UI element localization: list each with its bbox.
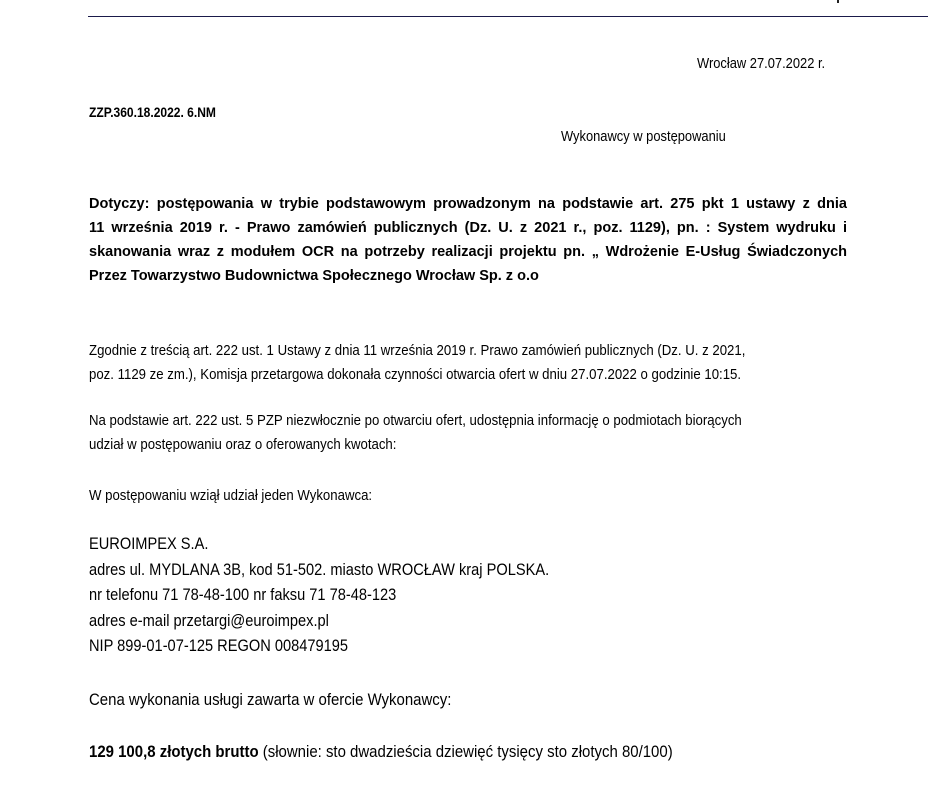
paragraph-line: W postępowaniu wziął udział jeden Wykonawca: (89, 487, 373, 504)
price-amount: 129 100,8 złotych brutto (89, 742, 259, 761)
contractor-name: EUROIMPEX S.A. (89, 534, 209, 553)
subject-block (89, 192, 847, 288)
paragraph-participants (89, 484, 839, 508)
header-text-fragment (837, 0, 839, 3)
price-line (89, 742, 673, 762)
paragraph-line: poz. 1129 ze zm.), Komisja przetargowa dokonała czynności otwarcia ofert w dniu 27.07.2022 o godzinie 10:15. (89, 366, 742, 383)
contractor-details (89, 531, 624, 659)
price-intro: Cena wykonania usługi zawarta w ofercie Wykonawcy: (89, 690, 452, 709)
paragraph-line: Zgodnie z treścią art. 222 ust. 1 Ustawy z dnia 11 września 2019 r. Prawo zamówień publicznych (Dz. U. z 2021, (89, 342, 746, 359)
contractor-address: adres ul. MYDLANA 3B, kod 51-502. miasto WROCŁAW kraj POLSKA. (89, 559, 550, 579)
contractor-email: adres e-mail przetargi@euroimpex.pl (89, 610, 329, 630)
recipient: Wykonawcy w postępowaniu (561, 128, 726, 145)
paragraph-opening (89, 339, 839, 387)
paragraph-disclosure (89, 409, 839, 457)
contractor-ids: NIP 899-01-07-125 REGON 008479195 (89, 636, 349, 655)
subject-line: skanowania wraz z modułem OCR na potrzeby realizacji projektu pn. „ Wdrożenie E-Usług Świadczonych (89, 244, 847, 260)
contractor-phone-fax: nr telefonu 71 78-48-100 nr faksu 71 78-48-123 (89, 585, 397, 604)
header-rule (88, 16, 928, 17)
paragraph-line: Na podstawie art. 222 ust. 5 PZP niezwłocznie po otwarciu ofert, udostępnia informację o podmiotach biorących (89, 412, 742, 429)
reference-number: ZZP.360.18.2022. 6.NM (89, 104, 216, 120)
price-in-words: (słownie: sto dwadzieścia dziewięć tysięcy sto złotych 80/100) (258, 742, 673, 761)
place-date: Wrocław 27.07.2022 r. (697, 55, 826, 72)
paragraph-line: udział w postępowaniu oraz o oferowanych kwotach: (89, 436, 397, 453)
subject-line: Przez Towarzystwo Budownictwa Społecznego Wrocław Sp. z o.o (89, 268, 539, 284)
subject-line: Dotyczy: postępowania w trybie podstawowym prowadzonym na podstawie art. 275 pkt 1 ustawy z dnia (89, 196, 847, 212)
subject-line: 11 września 2019 r. - Prawo zamówień publicznych (Dz. U. z 2021 r., poz. 1129), pn. : System wydruku i (89, 220, 847, 236)
